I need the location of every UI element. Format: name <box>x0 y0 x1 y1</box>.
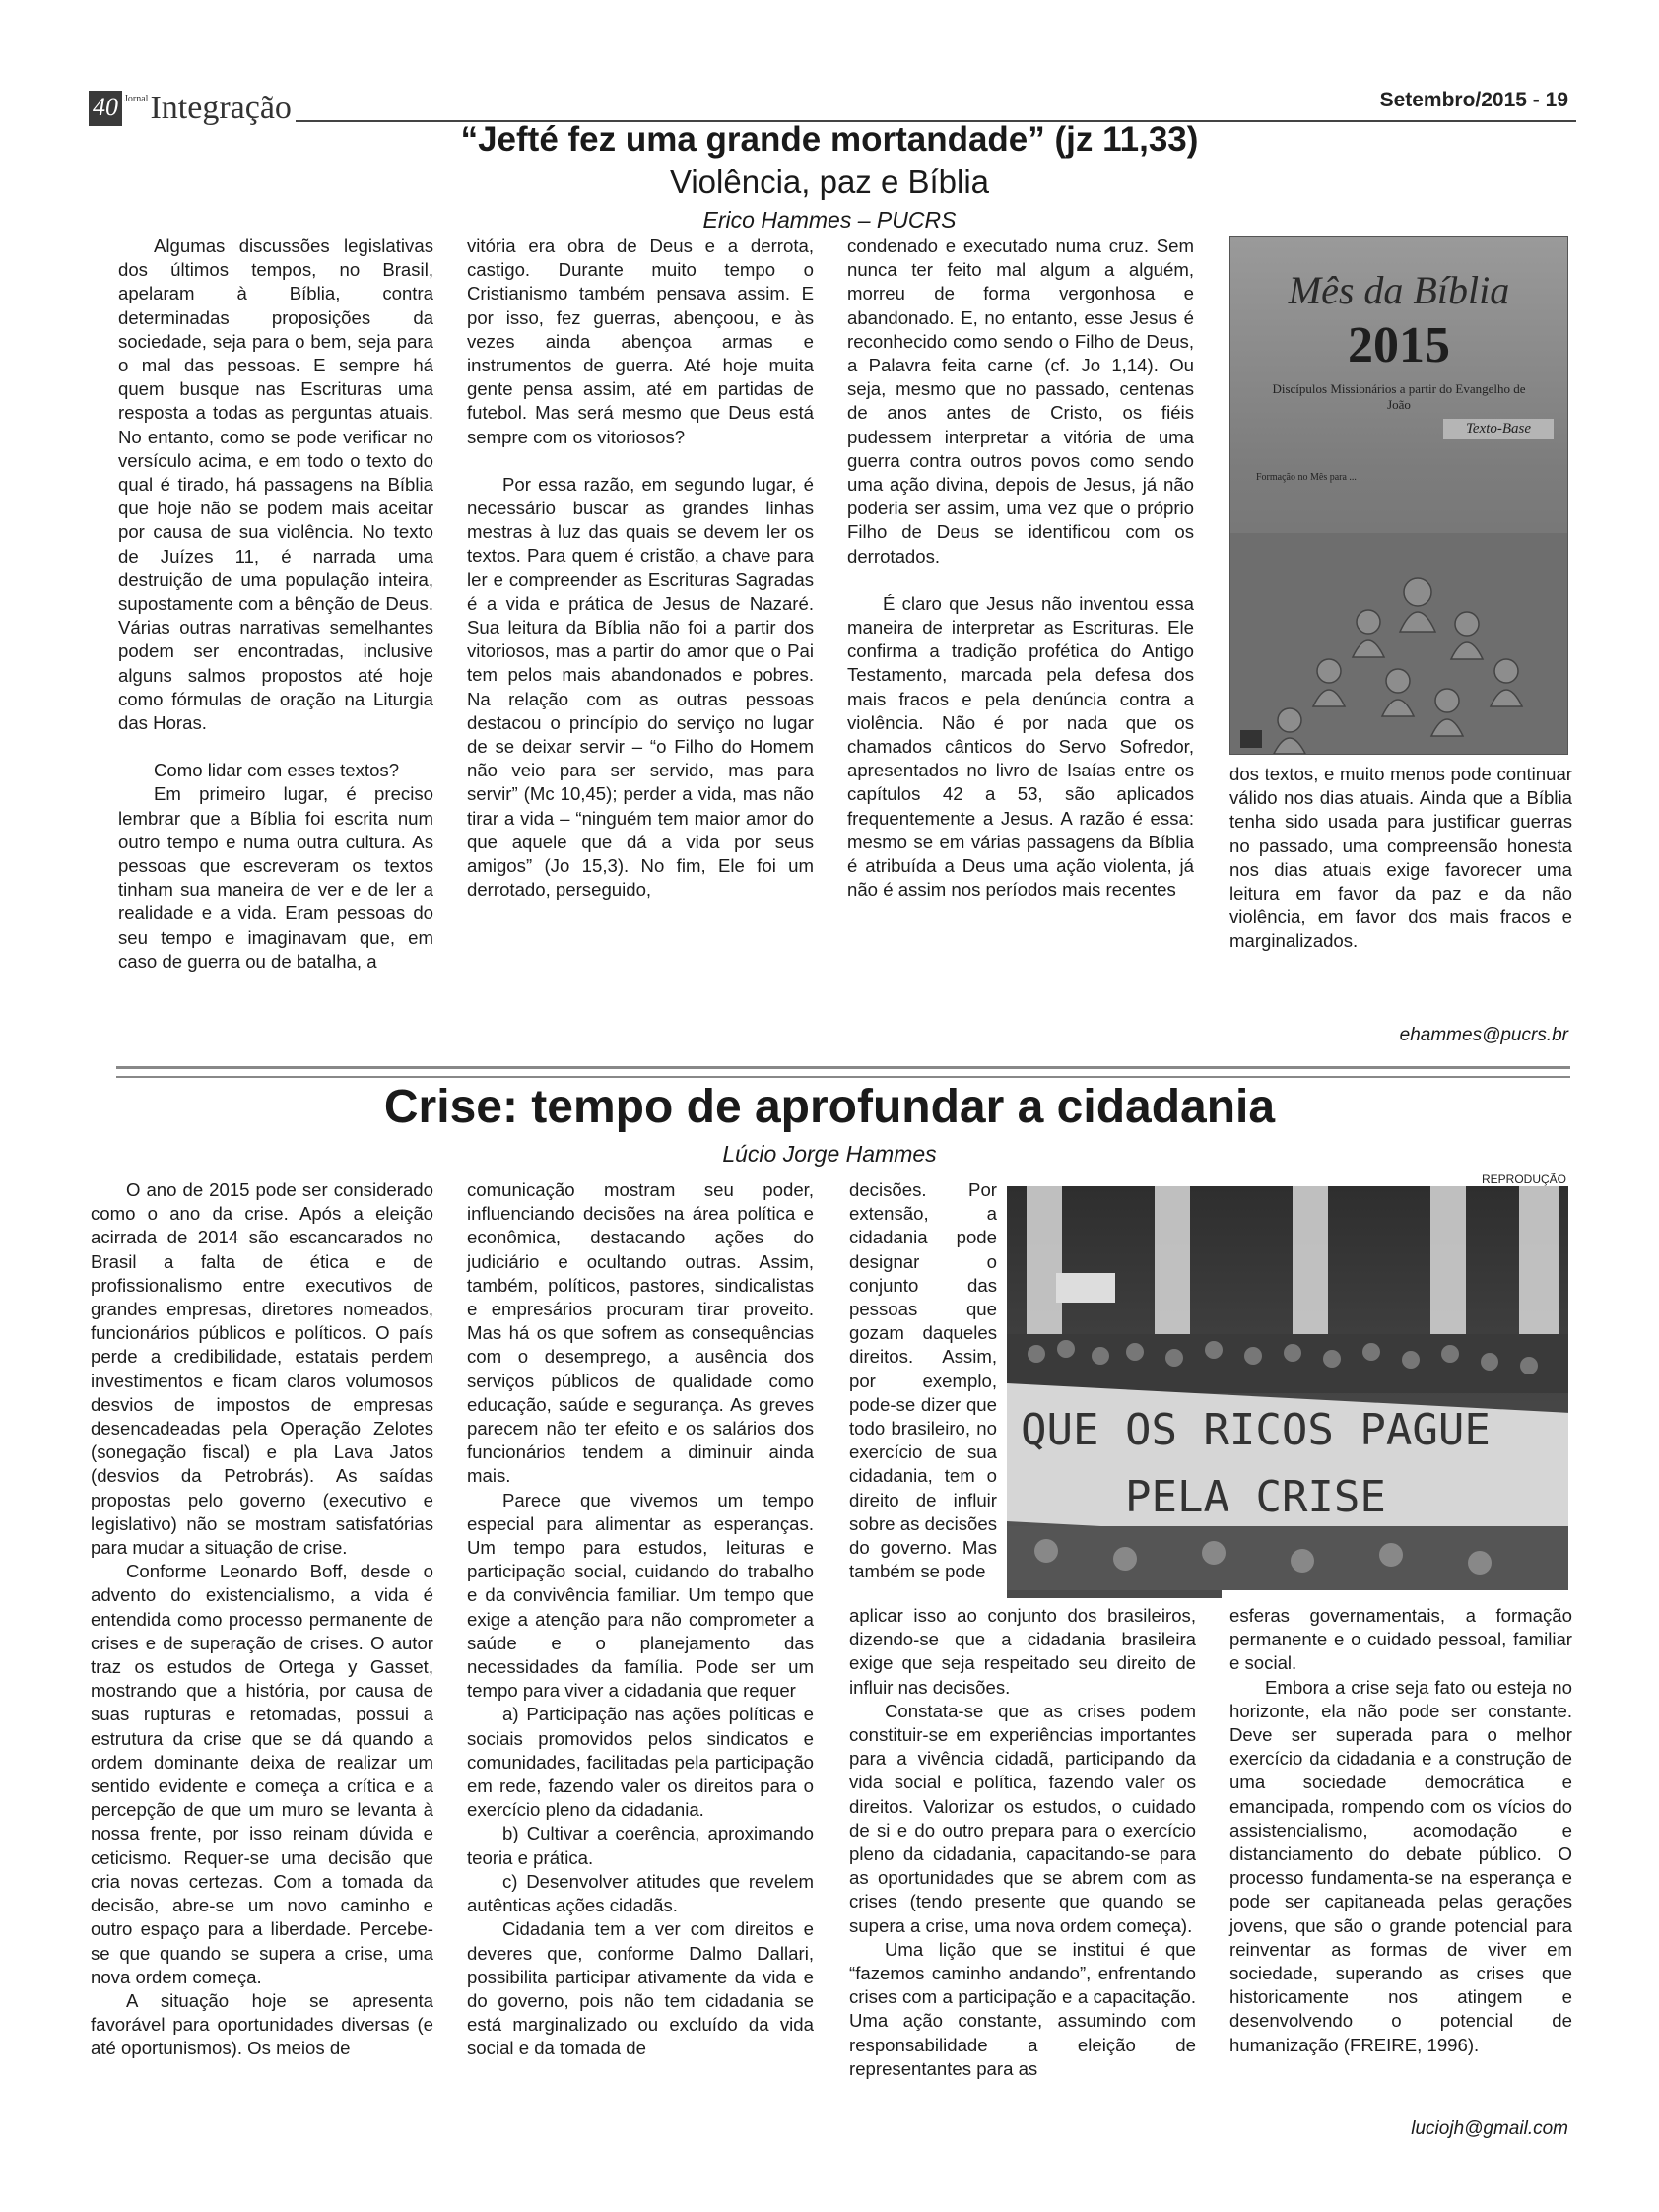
paragraph: decisões. Por extensão, a cidadania pode designar o conjunto das pessoas que gozam daqueles direitos. Assim, por exemplo, pode-se dizer que todo brasileiro, no exercício de sua cidadania, tem o direito de influir sobre as decisões do governo. Mas também se pode <box>849 1179 997 1582</box>
article2-column-4 <box>1229 1604 1572 2057</box>
article1-column-1 <box>118 235 433 973</box>
paragraph: O ano de 2015 pode ser considerado como o ano da crise. Após a eleição acirrada de 2014 são escancarados no Brasil a falta de ética e de profissionalismo entre executivos de grandes empresas, diretores nomeados, funcionários públicos e políticos. O país perde a credibilidade, estatais perdem investimentos e ficam claros volumosos desvios de impostos de empresas desencadeadas pela Operação Zelotes (sonegação fiscal) e pla Lava Jatos (desvios da Petrobrás). As saídas propostas pelo governo (executivo e legislativo) não se mostram satisfatórias para mudar a situação de crise. <box>91 1179 433 1559</box>
paragraph: Parece que vivemos um tempo especial para alimentar as esperanças. Um tempo para estudos, leituras e participação social, cuidando do trabalho e da convivência familiar. Um tempo que exige a atenção para não comprometer a saúde e o planejamento das necessidades da família. Pode ser um tempo para viver a cidadania que requer <box>467 1489 814 1702</box>
article1-column-3 <box>847 235 1194 902</box>
article1-column-2 <box>467 235 814 902</box>
article2-column-2 <box>467 1178 814 2061</box>
article2-email: luciojh@gmail.com <box>1411 2118 1568 2139</box>
paragraph: Constata-se que as crises podem constituir-se em experiências importantes para a vivência cidadã, participando da vida social e política, fazendo valer os direitos. Valorizar os estudos, o cuidado de si e do outro prepara para o exercício pleno da cidadania, capacitando-se para as oportunidades que se abrem com as crises (tendo presente que quando se supera a crise, uma nova ordem começa). <box>849 1700 1196 1936</box>
protest-photo <box>1007 1186 1568 1590</box>
article1-column-4 <box>1229 763 1572 954</box>
paragraph: esferas governamentais, a formação permanente e o cuidado pessoal, familiar e social. <box>1229 1605 1572 1674</box>
article2-author: Lúcio Jorge Hammes <box>722 1141 937 1167</box>
article1-subtitle: Violência, paz e Bíblia <box>669 164 990 200</box>
article1-title: “Jefté fez uma grande mortandade” (jz 11,33) <box>460 120 1199 159</box>
logo-name: Integração <box>150 90 292 126</box>
paragraph: aplicar isso ao conjunto dos brasileiros, dizendo-se que a cidadania brasileira exige que seja respeitado seu direito de influir nas decisões. <box>849 1605 1196 1698</box>
article2-column-3 <box>849 1604 1196 2081</box>
banner-text-line-1: QUE OS RICOS PAGUE <box>1021 1405 1491 1455</box>
article1-email: ehammes@pucrs.br <box>1399 1025 1568 1045</box>
paragraph: b) Cultivar a coerência, aproximando teoria e prática. <box>467 1823 814 1868</box>
logo-number: 40 <box>89 91 122 126</box>
protest-photo-illustration <box>1007 1186 1568 1590</box>
paragraph: Em primeiro lugar, é preciso lembrar que a Bíblia foi escrita num outro tempo e numa outra cultura. As pessoas que escreveram os textos tinham sua maneira de ver e de ler a realidade e a vida. Eram pessoas do seu tempo e imaginavam que, em caso de guerra ou de batalha, a <box>118 783 433 972</box>
book-cover-illustration <box>1230 533 1567 754</box>
paragraph: dos textos, e muito menos pode continuar válido nos dias atuais. Ainda que a Bíblia tenha sido usada para justificar guerras no passado, uma compreensão honesta nos dias atuais exige favorecer uma leitura em favor da paz e da não violência, em favor dos mais fracos e marginalizados. <box>1229 764 1572 952</box>
paragraph: Uma lição que se institui é que “fazemos caminho andando”, enfrentando crises com a participação e a capacitação. Uma ação constante, assumindo com responsabilidade a eleição de representantes para as <box>849 1938 1196 2079</box>
paragraph: c) Desenvolver atitudes que revelem autênticas ações cidadãs. <box>467 1870 814 1916</box>
paragraph: condenado e executado numa cruz. Sem nunca ter feito mal algum a alguém, morreu de forma vergonhosa e abandonado. E, no entanto, esse Jesus é reconhecido como sendo o Filho de Deus, a Palavra feita carne (cf. Jo 1,14). Ou seja, mesmo que no passado, centenas de anos antes de Cristo, os fiéis pudessem interpretar a vitória de uma guerra contra outros povos como sendo uma ação divina, depois de Jesus, já não poderia ser assim, uma vez que o próprio Filho de Deus se identificou com os derrotados. <box>847 235 1194 567</box>
paragraph: Cidadania tem a ver com direitos e deveres que, conforme Dalmo Dallari, possibilita participar ativamente da vida e do governo, pois não tem cidadania se está marginalizado ou excluído da vida social e da tomada de <box>467 1918 814 2059</box>
photo-credit: REPRODUÇÃO <box>1481 1173 1566 1186</box>
banner-text-line-2: PELA CRISE <box>1125 1472 1386 1522</box>
book-cover-badge: Texto-Base <box>1443 419 1554 439</box>
book-cover-year: 2015 <box>1348 317 1450 373</box>
logo-small-text: Jornal <box>124 94 149 104</box>
book-cover-title: Mês da Bíblia <box>1288 268 1510 312</box>
paragraph: comunicação mostram seu poder, influenciando decisões na área política e econômica, destacando ações do judiciário e ocultando outras. Assim, também, políticos, pastores, sindicalistas e empresários procuram tirar proveito. Mas há os que sofrem as consequências com o desemprego, a ausência dos serviços públicos de qualidade como educação, saúde e segurança. As greves parecem não ter efeito e os salários dos funcionários tendem a diminuir ainda mais. <box>467 1179 814 1487</box>
article1-author: Erico Hammes – PUCRS <box>702 207 957 233</box>
paragraph: É claro que Jesus não inventou essa maneira de interpretar as Escrituras. Ele confirma a tradição profética do Antigo Testamento, marcada pela defesa dos mais fracos e pela denúncia contra a violência. Não é por nada que os chamados cânticos do Servo Sofredor, apresentados no livro de Isaías entre os capítulos 42 a 53, são aplicados frequentemente a Jesus. A razão é essa: mesmo se em várias passagens da Bíblia é atribuída a Deus uma ação violenta, já não é assim nos períodos mais recentes <box>847 592 1194 901</box>
paragraph: Por essa razão, em segundo lugar, é necessário buscar as grandes linhas mestras à luz das quais se devem ler os textos. Para quem é cristão, a chave para ler e compreender as Escrituras Sagradas é a vida e prática de Jesus de Nazaré. Sua leitura da Bíblia não foi a partir dos vitoriosos, mas a partir do amor que o Pai tem pelos mais abandonados e pobres. Na relação com as outras pessoas destacou o princípio do serviço no lugar de se deixar servir – “o Filho do Homem não veio para ser servido, mas para servir” (Mc 10,45); perder a vida, mas não tirar a vida – “ninguém tem maior amor do que aquele que dá a vida por seus amigos” (Jo 15,3). No fim, Ele foi um derrotado, perseguido, <box>467 473 814 901</box>
book-cover-image <box>1229 236 1568 755</box>
book-cover-subtitle: Discípulos Missionários a partir do Evangelho de João <box>1272 381 1526 412</box>
section-divider <box>116 1066 1570 1078</box>
book-cover-small-text: Formação no Mês para ... <box>1256 472 1357 483</box>
paragraph: Conforme Leonardo Boff, desde o advento do existencialismo, a vida é entendida como processo permanente de crises e de superação de crises. O autor traz os estudos de Ortega y Gasset, mostrando que a história, por causa de suas rupturas e retomadas, possui a estrutura da crise que se dá quando a ordem dominante deixa de realizar um sentido evidente e começa a crítica e a percepção de que um muro se levanta à nossa frente, por isso reinam dúvida e ceticismo. Requer-se uma decisão que cria novas certezas. Com a tomada da decisão, abre-se um novo caminho e outro espaço para a liberdade. Percebe-se que quando se supera a crise, uma nova ordem começa. <box>91 1561 433 1987</box>
protest-photo-bottom <box>1007 1590 1222 1598</box>
paragraph: Algumas discussões legislativas dos últimos tempos, no Brasil, apelaram à Bíblia, contra determinadas proposições da sociedade, seja para o bem, seja para o mal das pessoas. E sempre há quem busque nas Escrituras uma resposta a todas as perguntas atuais. No entanto, como se pode verificar no versículo acima, e em todo o texto do qual é tirado, há passagens na Bíblia que hoje não se podem mais aceitar por causa de sua violência. No texto de Juízes 11, é narrada uma destruição de uma população inteira, supostamente com a bênção de Deus. Várias outras narrativas semelhantes podem ser encontradas, inclusive alguns salmos propostos até hoje como fórmulas de oração na Liturgia das Horas. <box>118 235 433 734</box>
paragraph: Como lidar com esses textos? <box>154 760 400 781</box>
article2-title: Crise: tempo de aprofundar a cidadania <box>383 1081 1276 1133</box>
paragraph: Embora a crise seja fato ou esteja no horizonte, ela não pode ser constante. Deve ser superada para o melhor exercício da cidadania e a construção de uma sociedade democrática e emancipada, rompendo com os vícios do assistencialismo, acomodação e distanciamento do debate público. O processo fundamenta-se na esperança e pode ser capitaneada pelas gerações jovens, que são o grande potencial para reinventar as formas de viver em sociedade, superando as crises que historicamente nos atingem e desenvolvendo o potencial de humanização (FREIRE, 1996). <box>1229 1676 1572 2055</box>
date-page-number: Setembro/2015 - 19 <box>1379 89 1568 111</box>
article2-column-3-narrow <box>849 1178 997 1583</box>
paragraph: vitória era obra de Deus e a derrota, castigo. Durante muito tempo o Cristianismo também pensava assim. E por isso, fez guerras, abençoou, e às vezes ainda abençoa armas e instrumentos de guerra. Até hoje muita gente pensa assim, até em partidas de futebol. Mas será mesmo que Deus está sempre com os vitoriosos? <box>467 235 814 447</box>
paragraph: A situação hoje se apresenta favorável para oportunidades diversas (e até oportunismos). Os meios de <box>91 1989 433 2059</box>
paragraph: a) Participação nas ações políticas e sociais promovidos pelos sindicatos e comunidades, facilitadas pela participação em rede, fazendo valer os direitos para o exercício pleno da cidadania. <box>467 1704 814 1821</box>
article2-column-1 <box>91 1178 433 2061</box>
